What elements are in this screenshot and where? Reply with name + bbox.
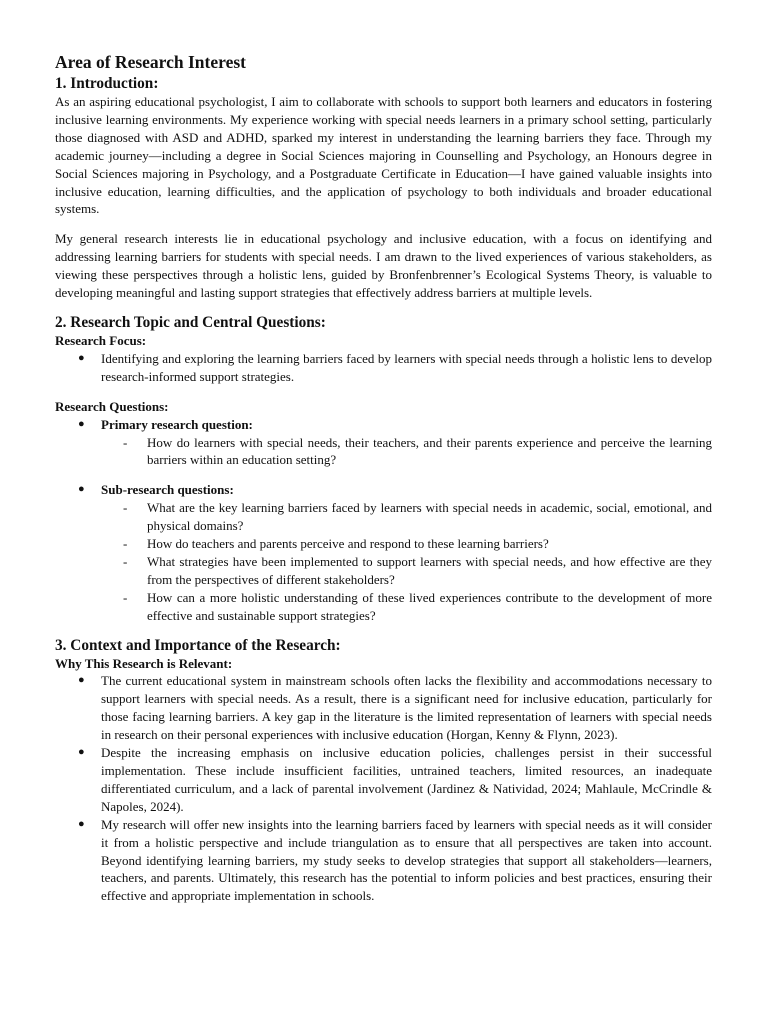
sub-question-text: How can a more holistic understanding of these lived experiences contribute to the development of more effective and sustainable support strategies? (147, 589, 712, 623)
dash-icon: - (123, 434, 128, 450)
research-questions-label: Research Questions: (55, 398, 169, 414)
research-questions-list (55, 416, 712, 470)
section-2-heading: 2. Research Topic and Central Questions: (55, 313, 326, 331)
list-item (101, 434, 712, 470)
list-item (101, 553, 712, 589)
bullet-icon: ● (78, 674, 85, 687)
bullet-icon: ● (78, 417, 85, 430)
dash-icon: - (123, 589, 128, 605)
relevance-text: The current educational system in mainstream schools often lacks the flexibility and accommodations necessary to support learners with special needs. As a result, there is a significant need for inclusive education, particularly for those facing learning barriers. A key gap in the literature is the limited representation of learners with special needs in research on their personal experiences with inclusive education (Horgan, Kenny & Flynn, 2023). (101, 673, 712, 743)
list-item (55, 416, 712, 470)
section-1-heading: 1. Introduction: (55, 75, 159, 92)
research-focus-list (55, 350, 712, 386)
list-item (101, 499, 712, 535)
sub-question-text: What strategies have been implemented to support learners with special needs, and how effective are they from the perspectives of different stakeholders? (147, 553, 712, 587)
bullet-icon: ● (78, 351, 85, 364)
document-title: Area of Research Interest (55, 52, 246, 72)
sub-question-text: How do teachers and parents perceive and respond to these learning barriers? (147, 536, 549, 552)
relevance-list (55, 672, 712, 905)
relevance-text: Despite the increasing emphasis on inclusive education policies, challenges persist in their successful implementation. These include insufficient facilities, untrained teachers, limited resources, an inadequate differentiated curriculum, and a lack of parental involvement (Jardinez & Natividad, 2024; Mahlaule, McCrindle & Napoles, 2024). (101, 745, 712, 814)
list-item (55, 481, 712, 624)
primary-question-label: Primary research question: (101, 416, 253, 432)
introduction-paragraph-1: As an aspiring educational psychologist, I aim to collaborate with schools to support both learners and educators in fostering inclusive learning environments. My experience working with special needs learners in a primary school setting, particularly those diagnosed with ASD and ADHD, sparked my interest in understanding the learning barriers they face. Through my academic journey—including a degree in Social Sciences majoring in Counselling and Psychology, an Honours degree in Social Sciences majoring in Psychology, and a Postgraduate Certificate in Education—I have gained valuable insights into inclusive education, learning difficulties, and the application of psychology to both individuals and broader educational systems. (55, 94, 712, 217)
primary-question-text: How do learners with special needs, their teachers, and their parents experience and perceive the learning barriers within an education setting? (147, 434, 712, 468)
list-item (55, 672, 712, 744)
document-page (55, 52, 712, 905)
list-item (55, 816, 712, 906)
sub-questions-group (55, 481, 712, 624)
primary-question-list (101, 434, 712, 470)
list-item (55, 744, 712, 816)
section-3-heading: 3. Context and Importance of the Research: (55, 636, 341, 654)
bullet-icon: ● (78, 817, 85, 830)
sub-question-text: What are the key learning barriers faced by learners with special needs in academic, social, emotional, and physical domains? (147, 500, 712, 534)
sub-questions-list (101, 499, 712, 624)
bullet-icon: ● (78, 746, 85, 759)
list-item (101, 589, 712, 625)
research-focus-label: Research Focus: (55, 332, 147, 348)
bullet-icon: ● (78, 483, 85, 496)
list-item (101, 535, 712, 553)
relevance-label: Why This Research is Relevant: (55, 655, 233, 671)
dash-icon: - (123, 536, 128, 552)
dash-icon: - (123, 500, 128, 516)
introduction-paragraph-2: My general research interests lie in educational psychology and inclusive education, with a focus on identifying and addressing learning barriers for students with special needs. I am drawn to the lived experiences of various stakeholders, as viewing these perspectives through a holistic lens, guided by Bronfenbrenner’s Ecological Systems Theory, is valuable to developing meaningful and lasting support strategies that effectively address barriers at multiple levels. (55, 231, 712, 301)
research-focus-text: Identifying and exploring the learning barriers faced by learners with special needs through a holistic lens to develop research-informed support strategies. (101, 350, 712, 384)
relevance-text: My research will offer new insights into the learning barriers faced by learners with special needs as it will consider it from a holistic perspective and include triangulation as to ensure that all perspectives are taken into account. Beyond identifying learning barriers, my study seeks to develop strategies that support all stakeholders—learners, teachers, and parents. Ultimately, this research has the potential to inform policies and best practices, ensuring their effective and appropriate implementation in schools. (101, 816, 712, 904)
list-item (55, 350, 712, 386)
dash-icon: - (123, 553, 128, 569)
sub-questions-label: Sub-research questions: (101, 482, 234, 498)
